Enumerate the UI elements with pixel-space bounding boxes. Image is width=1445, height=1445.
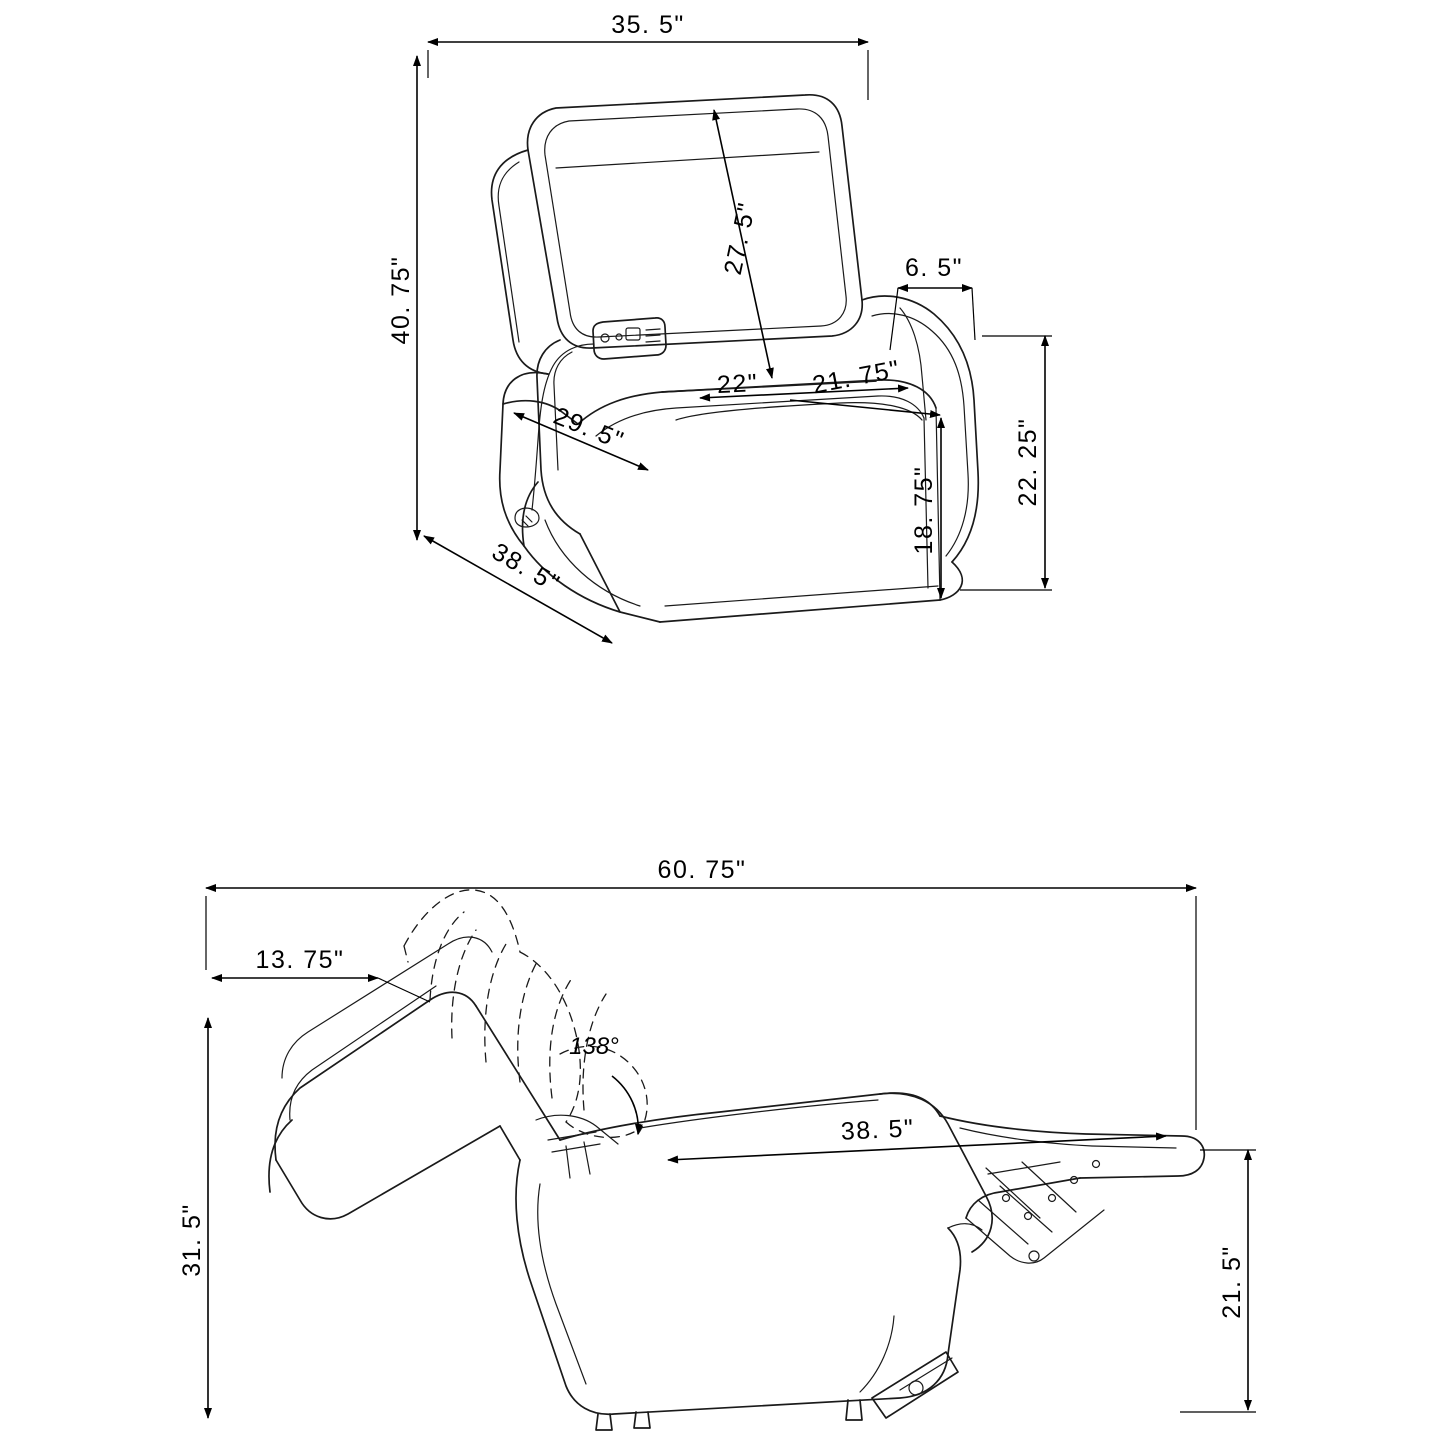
dim-overall-depth — [424, 536, 612, 643]
dim-footrest-extension — [668, 1114, 1166, 1160]
dim-reclined-length — [206, 856, 1196, 1130]
dim-label-overall-depth: 38. 5" — [487, 537, 565, 599]
dim-footrest-height — [1180, 1150, 1256, 1412]
dim-arm-width — [890, 254, 975, 350]
dim-label-arm-width: 6. 5" — [904, 254, 964, 282]
dim-wall-clearance — [212, 946, 430, 1002]
reclined-chair-illustration — [269, 890, 1204, 1430]
dim-label-footrest-extension: 38. 5" — [840, 1114, 915, 1146]
dim-label-reclined-length: 60. 75" — [657, 856, 747, 884]
dim-label-seat-depth: 21. 75" — [810, 354, 903, 400]
dim-arm-height — [960, 336, 1052, 590]
dim-label-seat-diagonal: 29. 5" — [549, 401, 629, 456]
dim-label-back-height: 27. 5" — [718, 199, 762, 278]
dim-label-wall-clearance: 13. 75" — [255, 946, 345, 974]
dim-label-overall-height: 40. 75" — [387, 255, 415, 345]
dim-label-recline-angle: 138° — [569, 1033, 619, 1060]
dim-seat-depth — [790, 355, 940, 415]
dim-seat-diagonal — [514, 402, 648, 470]
dim-reclined-height — [178, 1018, 208, 1418]
dim-label-footrest-height: 21. 5" — [1218, 1245, 1246, 1319]
dim-label-seat-width: 22" — [716, 368, 759, 400]
upright-chair-illustration — [492, 95, 979, 622]
dim-label-arm-height: 22. 25" — [1014, 417, 1042, 507]
dim-back-height — [714, 110, 772, 378]
dim-overall-width — [428, 11, 868, 100]
dim-label-reclined-height: 31. 5" — [178, 1203, 206, 1277]
remote-control-icon — [593, 318, 666, 359]
dim-label-seat-height: 18. 75" — [910, 465, 938, 555]
dim-label-overall-width: 35. 5" — [611, 11, 685, 39]
dim-overall-height — [387, 56, 417, 540]
